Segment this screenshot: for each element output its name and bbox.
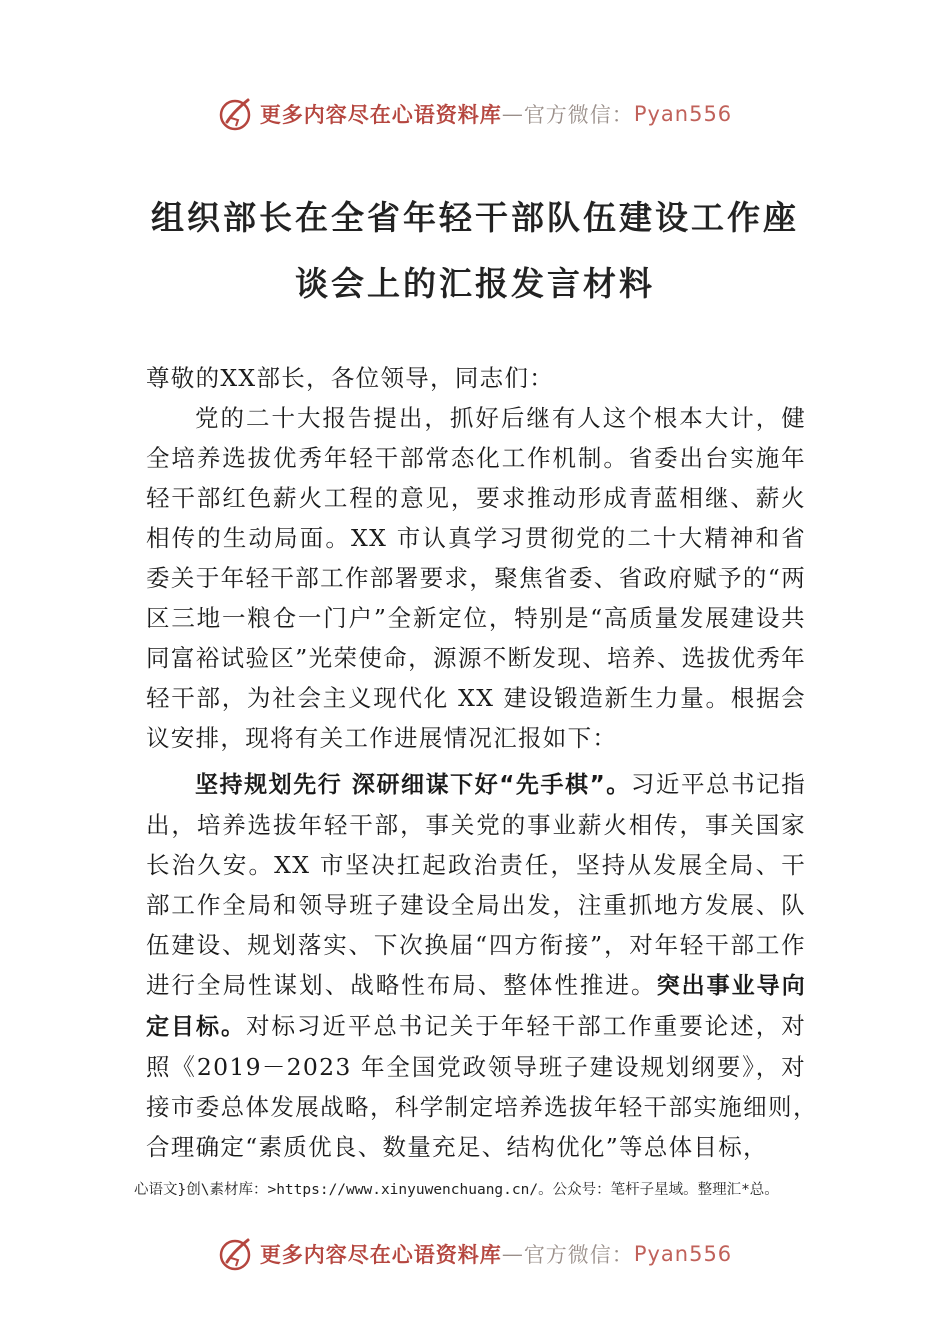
banner-dash: — xyxy=(501,1242,524,1266)
document-title-line2: 谈会上的汇报发言材料 xyxy=(295,264,655,303)
brush-logo-icon xyxy=(218,96,254,132)
header-banner xyxy=(0,96,950,132)
banner-red-text: 更多内容尽在心语资料库 xyxy=(259,102,502,127)
banner-grey-text: 官方微信： xyxy=(523,103,634,127)
banner-grey-text: 官方微信： xyxy=(523,1243,634,1267)
banner-dash: — xyxy=(501,102,524,126)
paragraph-2-text-b: 对标习近平总书记关于年轻干部工作重要论述，对照《2019－2023 年全国党政领导班子建设规划纲要》，对接市委总体发展战略，科学制定培养选拔年轻干部实施细则， 合理确定“素质优良、数量充足、结构优化”等总体目标， xyxy=(146,1012,831,1161)
banner-wechat-id: Pyan556 xyxy=(633,102,733,126)
paragraph-1: 党的二十大报告提出，抓好后继有人这个根本大计，健全培养选拔优秀年轻干部常态化工作机制。省委出台实施年轻干部红色薪火工程的意见，要求推动形成青蓝相继、薪火相传的生动局面。XX 市认真学习贯彻党的二十大精神和省委关于年轻干部工作部署要求，聚焦省委、省政府赋予的“两区三地一粮仓一门户”全新定位，特别是“高质量发展建设共同富裕试验区”光荣使命，源源不断发现、培养、选拔优秀年轻干部，为社会主义现代化 XX 建设锻造新生力量。根据会议安排，现将有关工作进展情况汇报如下： xyxy=(146,404,806,752)
document-title-line1: 组织部长在全省年轻干部队伍建设工作座 xyxy=(151,198,799,237)
paragraph-2-text-a: 习近平总书记指出，培养选拔年轻干部，事关党的事业薪火相传，事关国家长治久安。XX 市坚决扛起政治责任，坚持从发展全局、干部工作全局和领导班子建设全局出发，注重抓地方发展、队伍建设、规划落实、下次换届“四方衔接”，对年轻干部工作进行全局性谋划、战略性布局、整体性推进。 xyxy=(146,770,806,999)
paragraph-2-subheading: 突出事业导向定目标。 xyxy=(146,973,807,1040)
banner-wechat-id: Pyan556 xyxy=(633,1242,733,1266)
brush-logo-icon xyxy=(218,1236,254,1272)
salutation: 尊敬的XX部长，各位领导，同志们： xyxy=(146,364,555,392)
footer-banner xyxy=(0,1236,950,1272)
source-footnote: 心语文}创\素材库：>https://www.xinyuwenchuang.cn/。公众号：笔杆子星域。整理汇*总。 xyxy=(134,1182,779,1198)
paragraph-2-heading: 坚持规划先行 深研细谋下好“先手棋”。 xyxy=(195,772,631,798)
banner-red-text: 更多内容尽在心语资料库 xyxy=(259,1242,502,1267)
paragraph-2 xyxy=(146,764,831,1167)
